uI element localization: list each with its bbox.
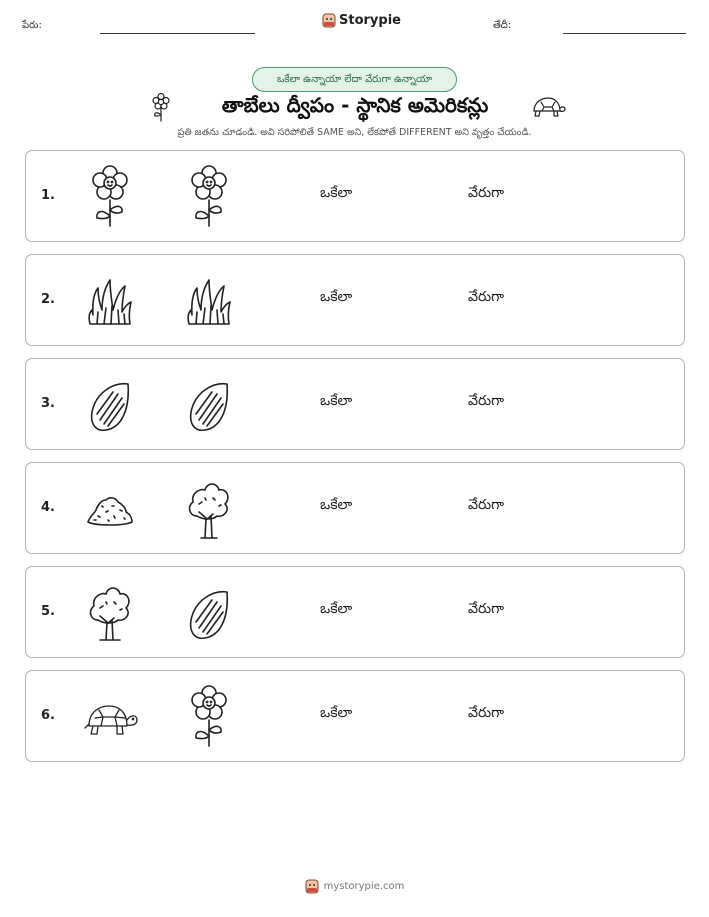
question-row — [25, 670, 685, 762]
grass-icon — [84, 268, 136, 334]
dirt-pile-icon — [84, 476, 136, 542]
same-option[interactable]: ఒకేలా — [320, 185, 353, 201]
footer — [0, 879, 709, 894]
tree-icon — [183, 476, 235, 542]
different-option[interactable]: వేరుగా — [468, 497, 504, 513]
brand — [322, 13, 401, 28]
flower-icon — [183, 164, 235, 230]
storypie-logo-icon — [322, 13, 336, 28]
title-row — [0, 92, 709, 122]
turtle-icon — [530, 94, 566, 120]
flower-icon — [84, 164, 136, 230]
date-line[interactable] — [563, 33, 686, 34]
different-option[interactable]: వేరుగా — [468, 705, 504, 721]
flower-icon — [150, 92, 172, 122]
name-label: పేరు: — [22, 20, 42, 31]
question-number: 3. — [41, 396, 55, 411]
different-option[interactable]: వేరుగా — [468, 289, 504, 305]
flower-icon — [183, 684, 235, 750]
same-option[interactable]: ఒకేలా — [320, 705, 353, 721]
question-row — [25, 566, 685, 658]
seed-icon — [183, 372, 235, 438]
question-number: 6. — [41, 708, 55, 723]
same-option[interactable]: ఒకేలా — [320, 289, 353, 305]
question-number: 4. — [41, 500, 55, 515]
question-row — [25, 254, 685, 346]
turtle-icon — [80, 684, 138, 750]
grass-icon — [183, 268, 235, 334]
question-row — [25, 462, 685, 554]
question-number: 5. — [41, 604, 55, 619]
seed-icon — [84, 372, 136, 438]
different-option[interactable]: వేరుగా — [468, 393, 504, 409]
seed-icon — [183, 580, 235, 646]
question-number: 2. — [41, 292, 55, 307]
different-option[interactable]: వేరుగా — [468, 185, 504, 201]
brand-name: Storypie — [339, 13, 401, 28]
footer-url[interactable]: mystorypie.com — [323, 881, 405, 892]
storypie-logo-icon — [305, 879, 319, 894]
question-row — [25, 150, 685, 242]
question-number: 1. — [41, 188, 55, 203]
tree-icon — [84, 580, 136, 646]
same-option[interactable]: ఒకేలా — [320, 601, 353, 617]
name-line[interactable] — [100, 33, 255, 34]
category-pill: ఒకేలా ఉన్నాయా లేదా వేరుగా ఉన్నాయా — [252, 67, 457, 92]
same-option[interactable]: ఒకేలా — [320, 497, 353, 513]
page-title: తాబేలు ద్వీపం - స్థానిక అమెరికన్లు — [221, 93, 489, 117]
date-label: తేదీ: — [493, 20, 512, 31]
same-option[interactable]: ఒకేలా — [320, 393, 353, 409]
different-option[interactable]: వేరుగా — [468, 601, 504, 617]
instructions: ప్రతి జతను చూడండి. అవి సరిపోలితే SAME అని, లేకపోతే DIFFERENT అని వృత్తం చేయండి. — [177, 127, 532, 138]
question-row — [25, 358, 685, 450]
